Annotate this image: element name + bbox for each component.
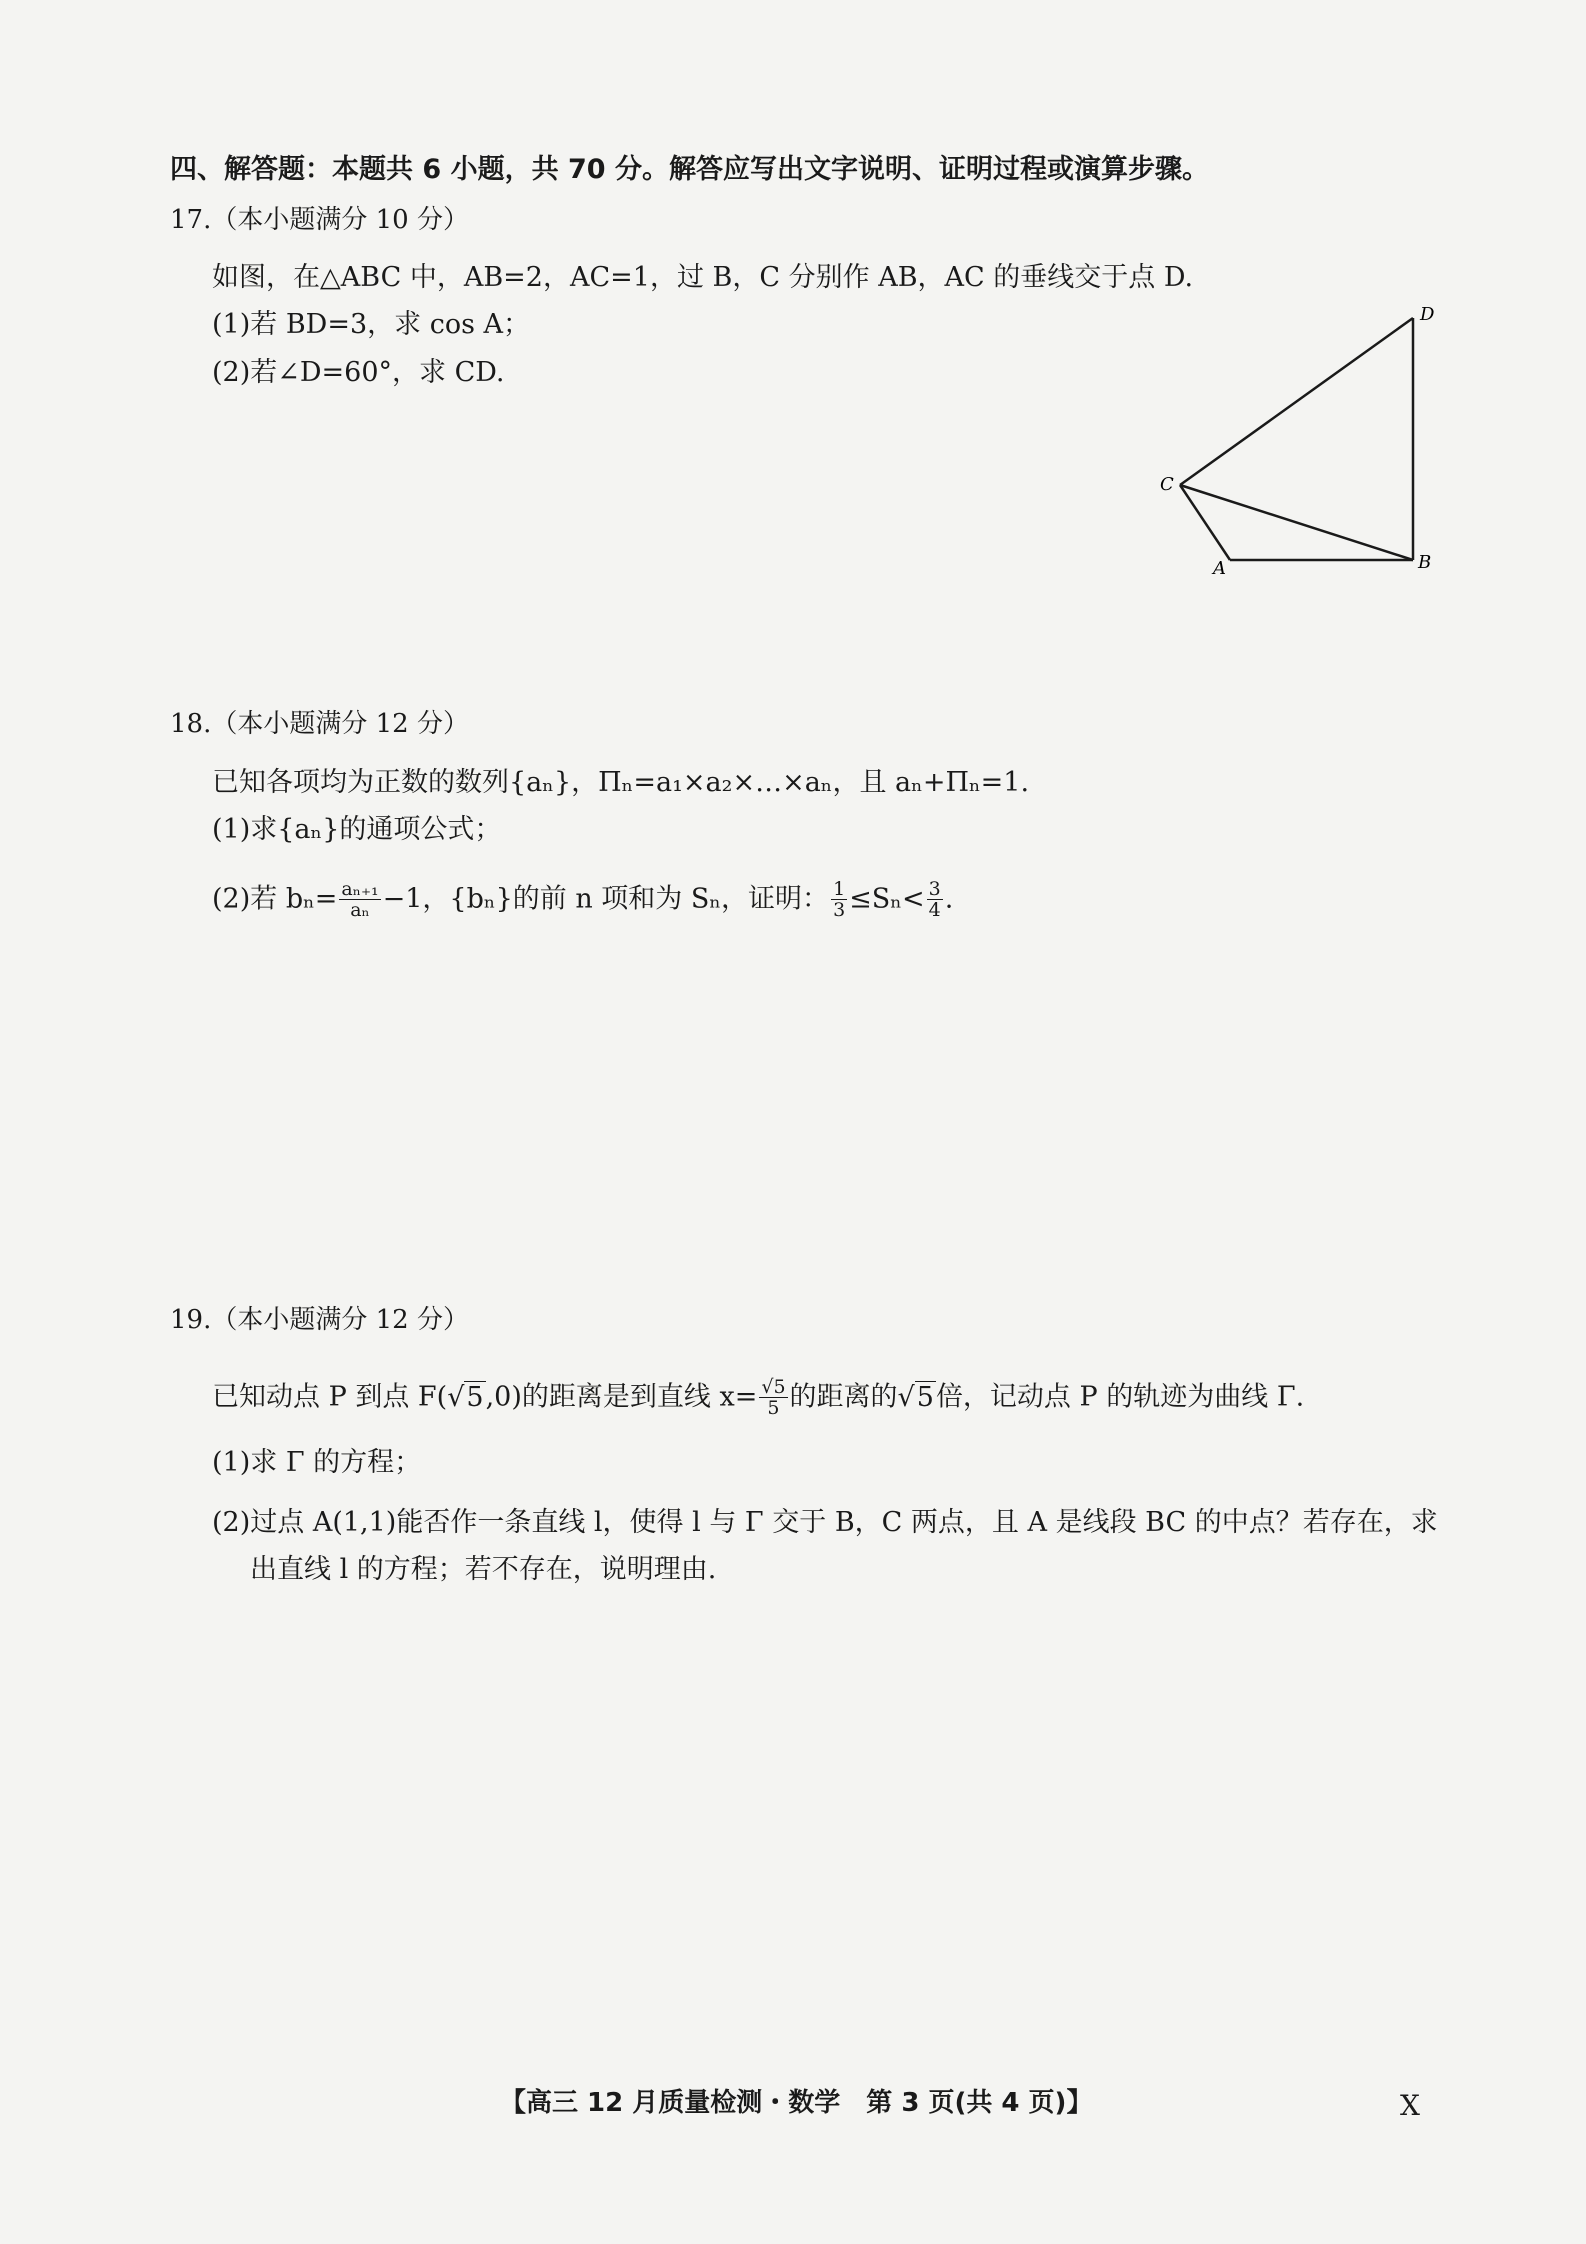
q17-stem: 如图，在△ABC 中，AB=2，AC=1，过 B，C 分别作 AB，AC 的垂线交于点 D. bbox=[212, 262, 1194, 293]
fraction-three-fourths: $\frac{3}{4}$ bbox=[928, 878, 941, 921]
sqrt-five-1: √5 bbox=[447, 1381, 484, 1413]
q18-part2-lead: (2)若 bₙ= bbox=[212, 883, 338, 915]
q18-part2-middle: −1，{bₙ}的前 n 项和为 Sₙ，证明： bbox=[382, 883, 830, 915]
segment-CD bbox=[1180, 318, 1413, 485]
q17-header: 17.（本小题满分 10 分） bbox=[170, 205, 469, 235]
q19-stem-part-b: ,0)的距离是到直线 x= bbox=[485, 1381, 758, 1413]
q18-stem: 已知各项均为正数的数列{aₙ}，Πₙ=a₁×a₂×…×aₙ，且 aₙ+Πₙ=1. bbox=[212, 767, 1030, 798]
fraction-one-third: $\frac{1}{3}$ bbox=[833, 878, 846, 921]
q19-header: 19.（本小题满分 12 分） bbox=[170, 1305, 469, 1335]
label-D: D bbox=[1420, 304, 1435, 325]
q18-header: 18.（本小题满分 12 分） bbox=[170, 709, 469, 739]
label-B: B bbox=[1418, 552, 1432, 573]
label-A: A bbox=[1213, 558, 1226, 579]
segment-CA bbox=[1180, 485, 1230, 560]
q19-stem-part-d: 倍，记动点 P 的轨迹为曲线 Γ. bbox=[935, 1381, 1305, 1413]
q18-part2 bbox=[212, 880, 953, 920]
q18-part2-end: . bbox=[944, 883, 954, 915]
corner-mark: X bbox=[1400, 2089, 1420, 2122]
section-heading: 四、解答题：本题共 6 小题，共 70 分。解答应写出文字说明、证明过程或演算步骤。 bbox=[170, 154, 1209, 185]
q19-stem-part-c: 的距离的 bbox=[789, 1381, 898, 1413]
label-C: C bbox=[1160, 474, 1174, 495]
q17-part2: (2)若∠D=60°，求 CD. bbox=[212, 357, 505, 388]
q18-part1: (1)求{aₙ}的通项公式； bbox=[212, 814, 502, 845]
sqrt-five-2: √5 bbox=[897, 1381, 934, 1413]
q19-part1: (1)求 Γ 的方程； bbox=[212, 1447, 422, 1478]
page-footer: 【高三 12 月质量检测・数学 第 3 页(共 4 页)】 bbox=[500, 2088, 1093, 2118]
q19-part2-line1: (2)过点 A(1,1)能否作一条直线 l，使得 l 与 Γ 交于 B，C 两点，且 A 是线段 BC 的中点？若存在，求 bbox=[212, 1507, 1438, 1538]
q19-stem bbox=[212, 1378, 1304, 1418]
q17-part1: (1)若 BD=3，求 cos A； bbox=[212, 309, 531, 340]
q18-part2-inequality: ≤Sₙ< bbox=[849, 883, 925, 915]
segment-CB bbox=[1180, 485, 1413, 560]
fraction-a-ratio: $\frac{\text{aₙ₊₁}}{\text{aₙ}}$ bbox=[341, 878, 379, 921]
fraction-sqrt5-over-5: $\frac{√5}{5}$ bbox=[761, 1376, 786, 1419]
q19-stem-part-a: 已知动点 P 到点 F( bbox=[212, 1381, 448, 1413]
q17-triangle-figure bbox=[1150, 290, 1450, 580]
q19-part2-line2: 出直线 l 的方程；若不存在，说明理由. bbox=[250, 1554, 717, 1585]
